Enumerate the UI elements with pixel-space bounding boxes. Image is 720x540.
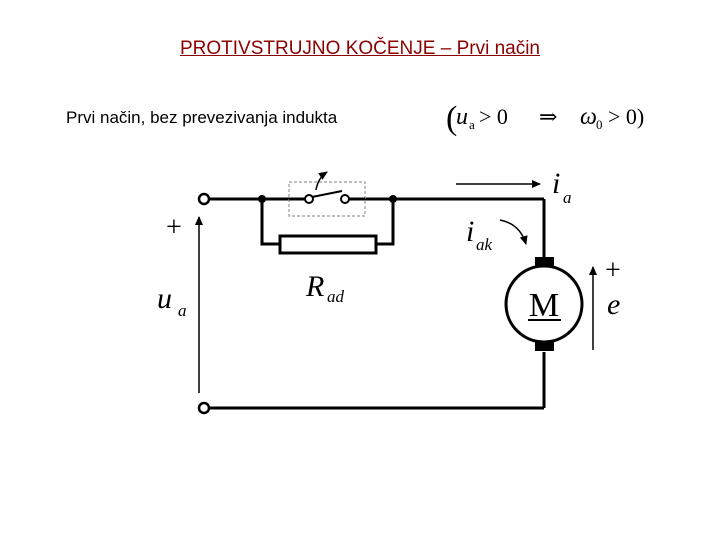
iak-label-symbol: i [466, 215, 475, 248]
implies-symbol: ⇒ [539, 104, 558, 129]
condition-ua-subscript: a [469, 117, 475, 132]
plus-right-label: + [605, 255, 621, 286]
subtitle: Prvi način, bez prevezivanja indukta [66, 108, 338, 127]
condition-gt-2: > 0) [608, 104, 645, 129]
resistor-rad [280, 236, 376, 253]
condition-omega-symbol: ω [580, 104, 597, 130]
terminal-top [199, 194, 209, 204]
junction-dot-right [389, 195, 397, 203]
condition-formula [446, 100, 644, 137]
plus-left-label: + [166, 212, 182, 243]
rad-label-subscript: ad [327, 287, 344, 306]
motor-label: M [528, 287, 560, 324]
condition-gt-1: > 0 [479, 104, 508, 129]
motor [506, 257, 582, 351]
condition-omega-subscript: 0 [596, 117, 603, 132]
condition-ua-symbol: u [456, 104, 468, 130]
open-paren: ( [446, 100, 458, 137]
terminal-bottom [199, 403, 209, 413]
junction-dot-left [258, 195, 266, 203]
page-title: PROTIVSTRUJNO KOČENJE – Prvi način [179, 38, 541, 59]
iak-arrow [500, 220, 526, 244]
switch-contact-right [341, 195, 349, 203]
ia-label-symbol: i [552, 167, 561, 200]
e-label: e [607, 288, 621, 321]
iak-label-subscript: ak [476, 235, 493, 254]
ua-label-subscript: a [178, 301, 187, 320]
rad-label-symbol: R [306, 270, 325, 303]
switch-contact-left [305, 195, 313, 203]
wires [210, 199, 544, 408]
ua-label-symbol: u [157, 282, 172, 315]
ia-label-subscript: a [563, 188, 572, 207]
